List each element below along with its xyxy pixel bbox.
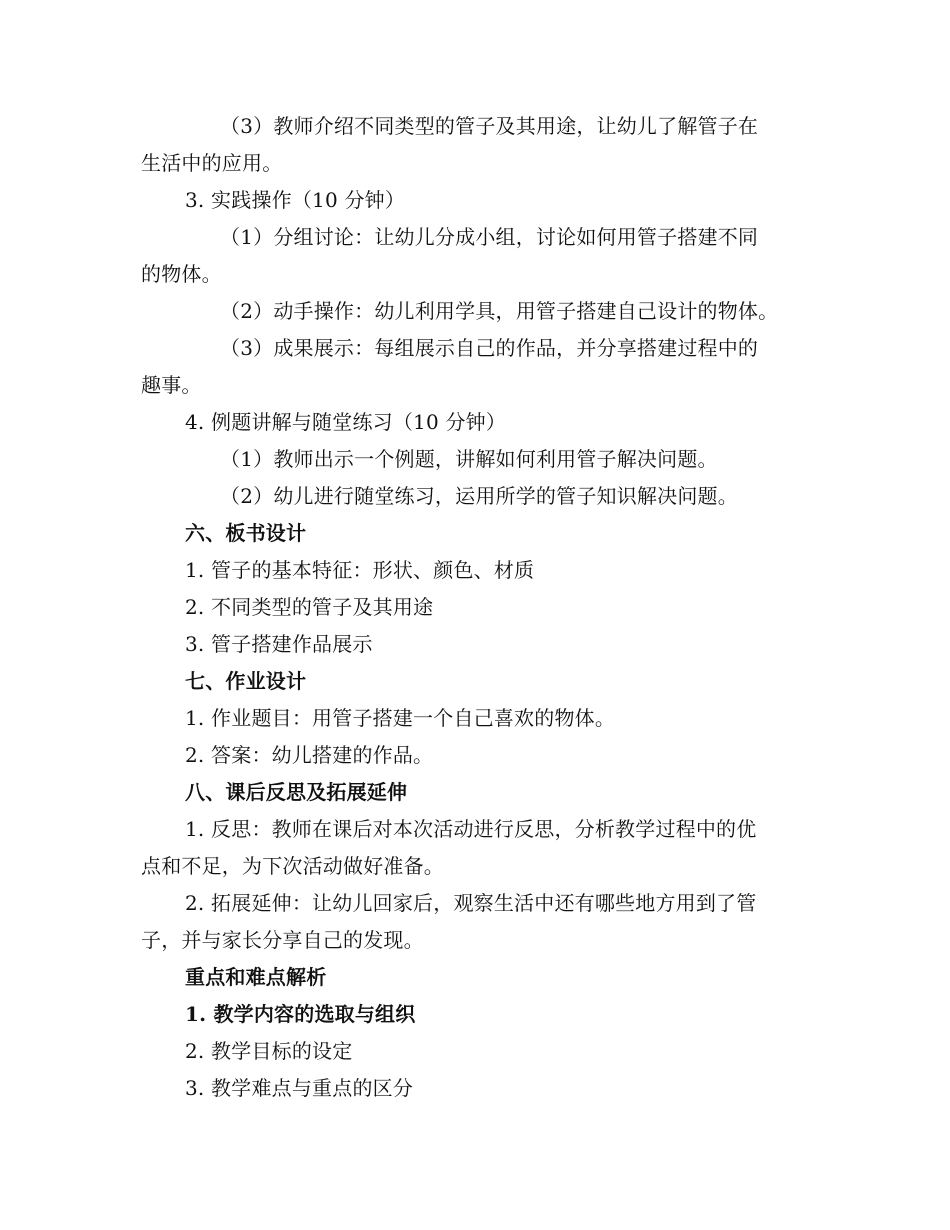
- section-heading-board-design: 六、板书设计: [185, 521, 307, 545]
- text-line-hands-on: （2）动手操作：幼儿利用学具，用管子搭建自己设计的物体。: [220, 299, 779, 323]
- text-line-reflection-2: 2. 拓展延伸：让幼儿回家后，观察生活中还有哪些地方用到了管: [185, 891, 757, 915]
- text-line-practice: （2）幼儿进行随堂练习，运用所学的管子知识解决问题。: [220, 484, 738, 508]
- text-line-key-point-2: 2. 教学目标的设定: [185, 1039, 353, 1063]
- text-line-reflection-1: 1. 反思：教师在课后对本次活动进行反思，分析教学过程中的优: [185, 817, 757, 841]
- text-line-board-item-3: 3. 管子搭建作品展示: [185, 632, 373, 656]
- text-line-step-3: 3. 实践操作（10 分钟）: [185, 188, 406, 212]
- text-line-step-4: 4. 例题讲解与随堂练习（10 分钟）: [185, 410, 507, 434]
- text-line-group-discussion-cont: 的物体。: [141, 262, 222, 286]
- text-line-showcase: （3）成果展示：每组展示自己的作品，并分享搭建过程中的: [220, 336, 759, 360]
- section-heading-key-points: 重点和难点解析: [185, 965, 327, 989]
- text-line-group-discussion: （1）分组讨论：让幼儿分成小组，讨论如何用管子搭建不同: [220, 225, 759, 249]
- text-line-sub-item-3-intro-cont: 生活中的应用。: [141, 151, 283, 175]
- text-line-reflection-2-cont: 子，并与家长分享自己的发现。: [141, 928, 424, 952]
- text-line-reflection-1-cont: 点和不足，为下次活动做好准备。: [141, 854, 444, 878]
- text-line-sub-item-3-intro: （3）教师介绍不同类型的管子及其用途，让幼儿了解管子在: [220, 114, 759, 138]
- section-heading-homework: 七、作业设计: [185, 669, 307, 693]
- text-line-example: （1）教师出示一个例题，讲解如何利用管子解决问题。: [220, 447, 718, 471]
- text-line-homework-item-2: 2. 答案：幼儿搭建的作品。: [185, 743, 434, 767]
- text-line-board-item-1: 1. 管子的基本特征：形状、颜色、材质: [185, 558, 535, 582]
- text-line-key-point-3: 3. 教学难点与重点的区分: [185, 1076, 414, 1100]
- text-line-showcase-cont: 趣事。: [141, 373, 202, 397]
- text-line-key-point-1: 1. 教学内容的选取与组织: [185, 1002, 416, 1026]
- text-line-homework-item-1: 1. 作业题目：用管子搭建一个自己喜欢的物体。: [185, 706, 616, 730]
- section-heading-reflection: 八、课后反思及拓展延伸: [185, 780, 408, 804]
- text-line-board-item-2: 2. 不同类型的管子及其用途: [185, 595, 434, 619]
